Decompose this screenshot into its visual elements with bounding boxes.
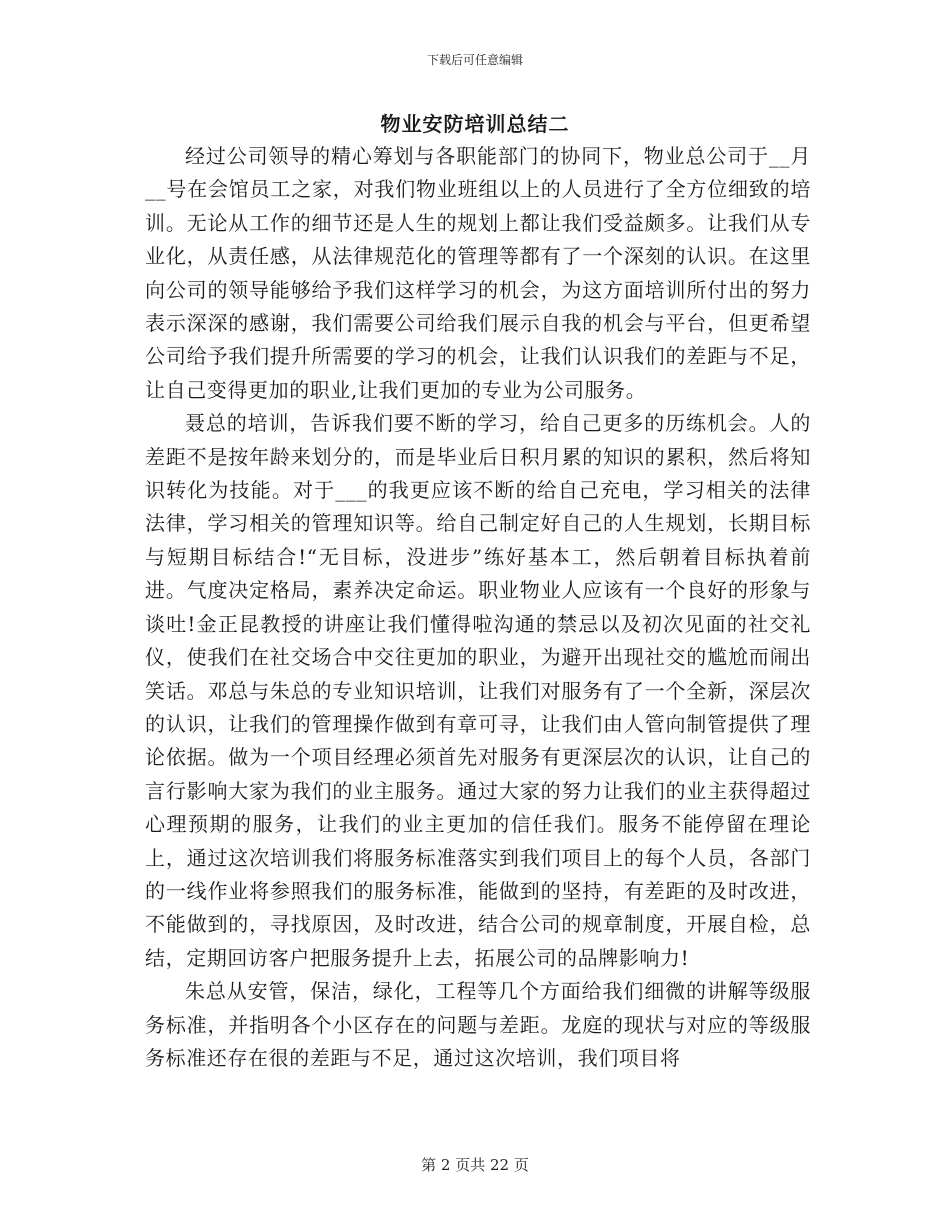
body-paragraph: 经过公司领导的精心筹划与各职能部门的协同下，物业总公司于__月__号在会馆员工之家，对我们物业班组以上的人员进行了全方位细致的培训。无论从工作的细节还是人生的规划上都让我们受益颇多。让我们从专业化，从责任感，从法律规范化的管理等都有了一个深刻的认识。在这里向公司的领导能够给予我们这样学习的机会，为这方面培训所付出的努力表示深深的感谢，我们需要公司给我们展示自我的机会与平台，但更希望公司给予我们提升所需要的学习的机会，让我们认识我们的差距与不足，让自己变得更加的职业,让我们更加的专业为公司服务。	[145, 144, 811, 402]
body-paragraph: 聂总的培训，告诉我们要不断的学习，给自己更多的历练机会。人的差距不是按年龄来划分的，而是毕业后日积月累的知识的累积，然后将知识转化为技能。对于___的我更应该不断的给自己充电，学习相关的法律法律，学习相关的管理知识等。给自己制定好自己的人生规划，长期目标与短期目标结合!“无目标，没进步”练好基本工，然后朝着目标执着前进。气度决定格局，素养决定命运。职业物业人应该有一个良好的形象与谈吐!金正昆教授的讲座让我们懂得啦沟通的禁忌以及初次见面的社交礼仪，使我们在社交场合中交往更加的职业，为避开出现社交的尴尬而闹出笑话。邓总与朱总的专业知识培训，让我们对服务有了一个全新，深层次的认识，让我们的管理操作做到有章可寻，让我们由人管向制管提供了理论依据。做为一个项目经理必须首先对服务有更深层次的认识，让自己的言行影响大家为我们的业主服务。通过大家的努力让我们的业主获得超过心理预期的服务，让我们的业主更加的信任我们。服务不能停留在理论上，通过这次培训我们将服务标准落实到我们项目上的每个人员，各部门的一线作业将参照我们的服务标准，能做到的坚持，有差距的及时改进，不能做到的，寻找原因，及时改进，结合公司的规章制度，开展自检，总结，定期回访客户把服务提升上去，拓展公司的品牌影响力!	[145, 411, 811, 970]
body-paragraph: 朱总从安管，保洁，绿化，工程等几个方面给我们细微的讲解等级服务标准，并指明各个小区存在的问题与差距。龙庭的现状与对应的等级服务标准还存在很的差距与不足，通过这次培训，我们项目将	[145, 979, 811, 1070]
page-header-note: 下载后可任意编辑	[426, 53, 523, 67]
document-title: 物业安防培训总结二	[380, 112, 570, 136]
page-number-footer: 第 2 页共 22 页	[421, 1156, 529, 1174]
document-body	[145, 140, 811, 1075]
